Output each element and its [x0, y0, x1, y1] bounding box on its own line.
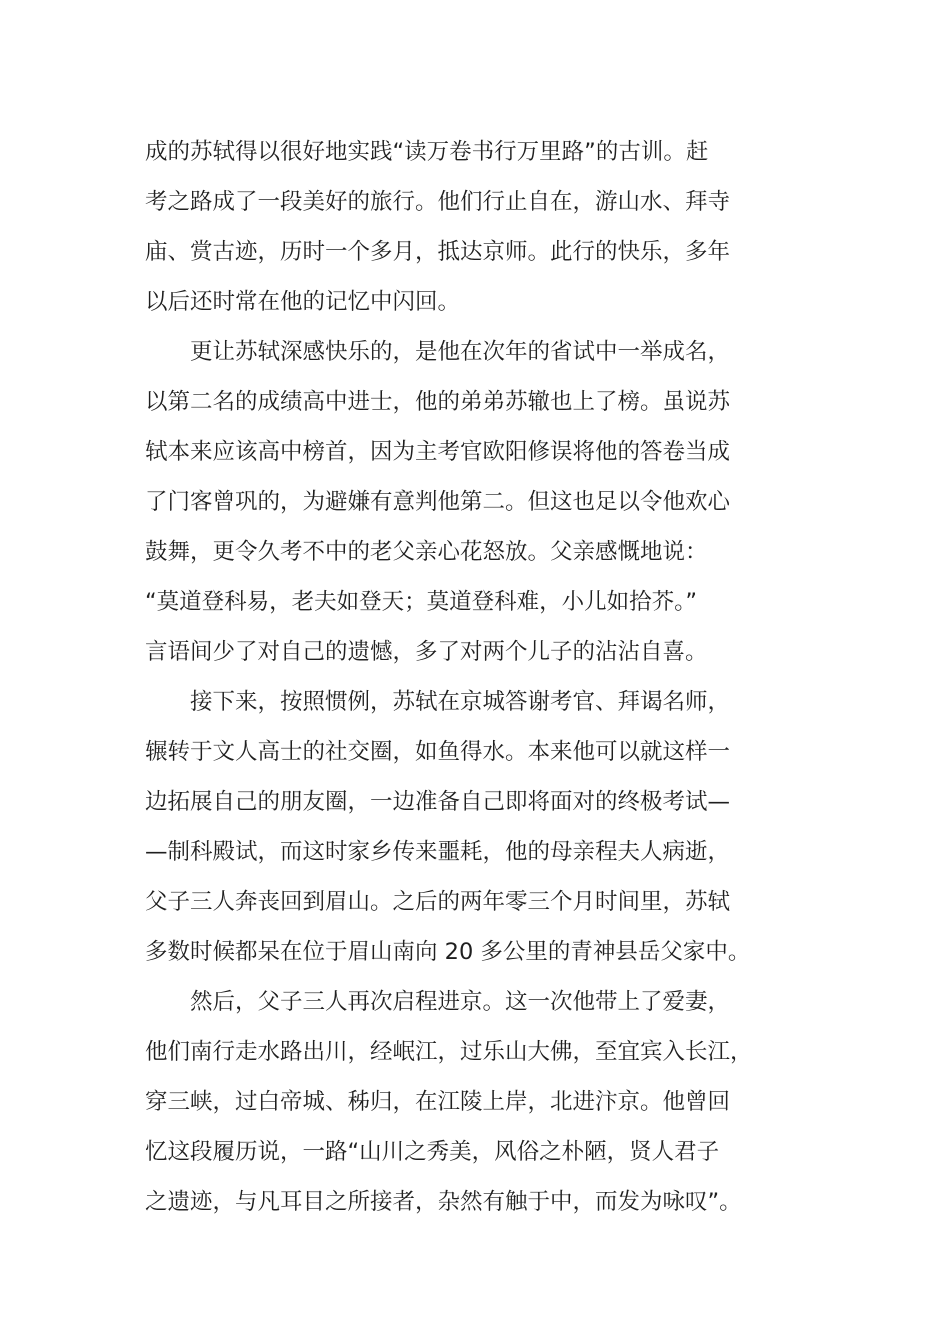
- text-line: 忆这段履历说，一路“山川之秀美，风俗之朴陋，贤人君子: [145, 1139, 720, 1165]
- text-line: 庙、赏古迹，历时一个多月，抵达京师。此行的快乐，多年: [145, 239, 731, 265]
- text-line: 言语间少了对自己的遗憾，多了对两个儿子的沾沾自喜。: [145, 639, 708, 665]
- text-line: 他们南行走水路出川，经岷江，过乐山大佛，至宜宾入长江，: [145, 1039, 753, 1065]
- text-line: 父子三人奔丧回到眉山。之后的两年零三个月时间里，苏轼: [145, 889, 731, 915]
- paragraph-start-line: 然后，父子三人再次启程进京。这一次他带上了爱妻，: [145, 989, 731, 1015]
- text-line: 鼓舞，更令久考不中的老父亲心花怒放。父亲感慨地说：: [145, 539, 708, 565]
- text-line: 辗转于文人高士的社交圈，如鱼得水。本来他可以就这样一: [145, 739, 731, 765]
- quote-line: “莫道登科易，老夫如登天；莫道登科难，小儿如拾芥。”: [145, 589, 698, 615]
- text-line: 之遗迹，与凡耳目之所接者，杂然有触于中，而发为咏叹”。: [145, 1189, 742, 1215]
- text-line: 考之路成了一段美好的旅行。他们行止自在，游山水、拜寺: [145, 189, 731, 215]
- text-line: 成的苏轼得以很好地实践“读万卷书行万里路”的古训。赶: [145, 139, 709, 165]
- text-line: 以后还时常在他的记忆中闪回。: [145, 289, 461, 315]
- text-line: 边拓展自己的朋友圈，一边准备自己即将面对的终极考试—: [145, 789, 731, 815]
- paragraph-start-line: 接下来，按照惯例，苏轼在京城答谢考官、拜谒名师，: [145, 689, 731, 715]
- paragraph-start-line: 更让苏轼深感快乐的，是他在次年的省试中一举成名，: [145, 339, 731, 365]
- text-line: 以第二名的成绩高中进士，他的弟弟苏辙也上了榜。虽说苏: [145, 389, 731, 415]
- text-line: —制科殿试，而这时家乡传来噩耗，他的母亲程夫人病逝，: [145, 839, 731, 865]
- text-line: 轼本来应该高中榜首，因为主考官欧阳修误将他的答卷当成: [145, 439, 731, 465]
- text-line: 穿三峡，过白帝城、秭归，在江陵上岸，北进汴京。他曾回: [145, 1089, 731, 1115]
- text-line: 多数时候都呆在位于眉山南向 20 多公里的青神县岳父家中。: [145, 939, 751, 965]
- text-line: 了门客曾巩的，为避嫌有意判他第二。但这也足以令他欢心: [145, 489, 731, 515]
